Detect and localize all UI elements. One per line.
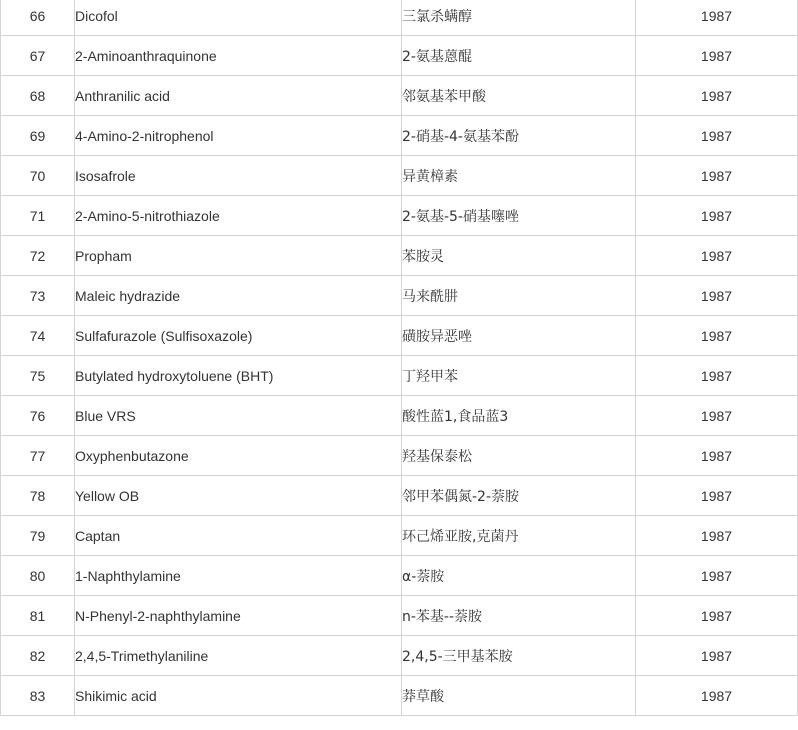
english-name-cell: Dicofol (75, 0, 402, 36)
chinese-name-cell: 邻甲苯偶氮-2-萘胺 (402, 476, 636, 516)
year-cell: 1987 (636, 276, 798, 316)
year-cell: 1987 (636, 0, 798, 36)
table-row (1, 636, 798, 676)
english-name-cell: Isosafrole (75, 156, 402, 196)
row-number-cell: 66 (1, 0, 75, 36)
row-number-cell: 71 (1, 196, 75, 236)
chinese-name-cell: 2-氨基蒽醌 (402, 36, 636, 76)
table-row (1, 676, 798, 716)
year-cell: 1987 (636, 36, 798, 76)
chinese-name-cell: 马来酰肼 (402, 276, 636, 316)
year-cell: 1987 (636, 396, 798, 436)
english-name-cell: 1-Naphthylamine (75, 556, 402, 596)
table-row (1, 36, 798, 76)
chinese-name-cell: 磺胺异恶唑 (402, 316, 636, 356)
year-cell: 1987 (636, 476, 798, 516)
year-cell: 1987 (636, 116, 798, 156)
row-number-cell: 74 (1, 316, 75, 356)
english-name-cell: Maleic hydrazide (75, 276, 402, 316)
row-number-cell: 68 (1, 76, 75, 116)
chinese-name-cell: 邻氨基苯甲酸 (402, 76, 636, 116)
row-number-cell: 79 (1, 516, 75, 556)
table-row (1, 236, 798, 276)
english-name-cell: N-Phenyl-2-naphthylamine (75, 596, 402, 636)
chinese-name-cell: 异黄樟素 (402, 156, 636, 196)
chinese-name-cell: 2-氨基-5-硝基噻唑 (402, 196, 636, 236)
table-row (1, 0, 798, 36)
row-number-cell: 73 (1, 276, 75, 316)
table-row (1, 436, 798, 476)
english-name-cell: 2,4,5-Trimethylaniline (75, 636, 402, 676)
chinese-name-cell: α-萘胺 (402, 556, 636, 596)
table-row (1, 516, 798, 556)
english-name-cell: Shikimic acid (75, 676, 402, 716)
year-cell: 1987 (636, 556, 798, 596)
chinese-name-cell: 环己烯亚胺,克菌丹 (402, 516, 636, 556)
chinese-name-cell: 羟基保泰松 (402, 436, 636, 476)
row-number-cell: 82 (1, 636, 75, 676)
row-number-cell: 78 (1, 476, 75, 516)
year-cell: 1987 (636, 316, 798, 356)
row-number-cell: 76 (1, 396, 75, 436)
english-name-cell: Propham (75, 236, 402, 276)
table-row (1, 316, 798, 356)
row-number-cell: 77 (1, 436, 75, 476)
row-number-cell: 81 (1, 596, 75, 636)
row-number-cell: 83 (1, 676, 75, 716)
year-cell: 1987 (636, 76, 798, 116)
english-name-cell: Sulfafurazole (Sulfisoxazole) (75, 316, 402, 356)
chinese-name-cell: 苯胺灵 (402, 236, 636, 276)
chinese-name-cell: 酸性蓝1,食品蓝3 (402, 396, 636, 436)
table-row (1, 396, 798, 436)
chinese-name-cell: 莽草酸 (402, 676, 636, 716)
english-name-cell: Captan (75, 516, 402, 556)
chinese-name-cell: 丁羟甲苯 (402, 356, 636, 396)
chinese-name-cell: 三氯杀螨醇 (402, 0, 636, 36)
row-number-cell: 80 (1, 556, 75, 596)
year-cell: 1987 (636, 676, 798, 716)
english-name-cell: 2-Amino-5-nitrothiazole (75, 196, 402, 236)
table-row (1, 476, 798, 516)
english-name-cell: Anthranilic acid (75, 76, 402, 116)
year-cell: 1987 (636, 156, 798, 196)
table-row (1, 556, 798, 596)
year-cell: 1987 (636, 596, 798, 636)
row-number-cell: 70 (1, 156, 75, 196)
year-cell: 1987 (636, 436, 798, 476)
row-number-cell: 69 (1, 116, 75, 156)
chinese-name-cell: n-苯基--萘胺 (402, 596, 636, 636)
table-row (1, 156, 798, 196)
year-cell: 1987 (636, 236, 798, 276)
chinese-name-cell: 2-硝基-4-氨基苯酚 (402, 116, 636, 156)
table-body (1, 0, 798, 716)
year-cell: 1987 (636, 636, 798, 676)
chinese-name-cell: 2,4,5-三甲基苯胺 (402, 636, 636, 676)
table-row (1, 76, 798, 116)
table-row (1, 276, 798, 316)
year-cell: 1987 (636, 516, 798, 556)
row-number-cell: 67 (1, 36, 75, 76)
table-row (1, 196, 798, 236)
english-name-cell: Butylated hydroxytoluene (BHT) (75, 356, 402, 396)
row-number-cell: 72 (1, 236, 75, 276)
english-name-cell: Blue VRS (75, 396, 402, 436)
row-number-cell: 75 (1, 356, 75, 396)
year-cell: 1987 (636, 356, 798, 396)
english-name-cell: 2-Aminoanthraquinone (75, 36, 402, 76)
english-name-cell: 4-Amino-2-nitrophenol (75, 116, 402, 156)
table-row (1, 116, 798, 156)
english-name-cell: Oxyphenbutazone (75, 436, 402, 476)
table-row (1, 596, 798, 636)
english-name-cell: Yellow OB (75, 476, 402, 516)
year-cell: 1987 (636, 196, 798, 236)
table-row (1, 356, 798, 396)
